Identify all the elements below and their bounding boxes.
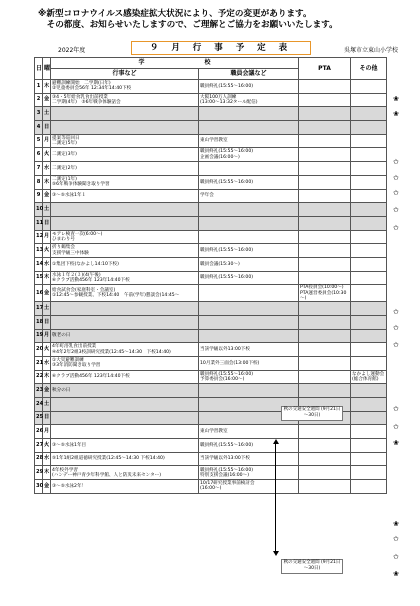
- staff-meeting-cell: 職員終礼(15:55～16:00): [199, 244, 299, 258]
- double-arrow-icon: [275, 441, 276, 554]
- other-cell: [351, 285, 387, 302]
- other-cell: [351, 480, 387, 494]
- notice-text: ※新型コロナウイルス感染症拡大状況により、予定の変更があります。 その都度、お知らせいたしますので、ご理解とご協力をお願いいたします。: [38, 9, 338, 30]
- events-cell: ③～⑤水泳1年目: [51, 439, 199, 453]
- weekday: 金: [43, 93, 51, 107]
- events-cell: 避難訓練開始 二学期(日年) ②児童委員会56年 12:34年14:40下校: [51, 80, 199, 94]
- other-cell: [351, 93, 387, 107]
- pta-cell: [299, 452, 351, 466]
- table-row: [35, 244, 387, 258]
- table-row: [35, 189, 387, 203]
- staff-meeting-cell: 職員終礼(15:55～16:00) 予算委員会(16:00～): [199, 370, 299, 384]
- other-cell: [351, 452, 387, 466]
- day-number: 9: [35, 189, 43, 203]
- other-cell: [351, 257, 387, 271]
- weekday: 月: [43, 329, 51, 343]
- other-cell: [351, 203, 387, 217]
- weekday: 日: [43, 216, 51, 230]
- fiscal-year: 2022年度: [58, 47, 86, 54]
- day-number: 23: [35, 384, 43, 398]
- day-number: 1: [35, 80, 43, 94]
- staff-meeting-cell: [199, 107, 299, 121]
- other-cell: [351, 148, 387, 162]
- table-row: [35, 343, 387, 357]
- events-cell: [51, 315, 199, 329]
- day-number: 10: [35, 203, 43, 217]
- table-row: [35, 384, 387, 398]
- table-row: [35, 216, 387, 230]
- other-cell: [351, 175, 387, 189]
- other-cell: [351, 107, 387, 121]
- star-icon: ✩: [393, 206, 399, 214]
- star-icon: ✩: [393, 158, 399, 166]
- events-cell: ①集団下校(なかよし14:10下校): [51, 257, 199, 271]
- other-cell: [351, 302, 387, 316]
- weekday: 日: [43, 121, 51, 135]
- school-name: 吳塚市立東山小学校: [343, 47, 398, 54]
- schedule-table: [34, 57, 387, 494]
- events-cell: [51, 107, 199, 121]
- day-number: 15: [35, 271, 43, 285]
- pta-cell: [299, 189, 351, 203]
- star-icon: ✩: [393, 324, 399, 332]
- flower-icon: ❀: [393, 520, 399, 528]
- table-row: [35, 230, 387, 244]
- pta-cell: [299, 271, 351, 285]
- weekday: 木: [43, 271, 51, 285]
- pta-cell: [299, 134, 351, 148]
- weekday: 水: [43, 356, 51, 370]
- day-number: 14: [35, 257, 43, 271]
- weekday: 木: [43, 466, 51, 480]
- events-cell: 給食試食会(家庭科室・会議室) ①12:45～参観授業、下校14:40 午前(学年)懇談会(14:45～: [51, 285, 199, 302]
- events-cell: [51, 411, 199, 425]
- events-cell: ①大災避難訓練 ③3年消防聞き取り学習: [51, 356, 199, 370]
- other-cell: [351, 466, 387, 480]
- staff-meeting-cell: 東山学習教室: [199, 134, 299, 148]
- weekday: 日: [43, 411, 51, 425]
- flower-icon: ❀: [393, 95, 399, 103]
- pta-cell: [299, 425, 351, 439]
- pta-cell: [299, 244, 351, 258]
- day-number: 22: [35, 370, 43, 384]
- star-icon: ✩: [393, 308, 399, 316]
- events-cell: 水泳１年２(３)(4(午後) ⑥クラブ活動456年 123年14:40下校: [51, 271, 199, 285]
- other-cell: なかよし運動会 (総合体育館): [351, 370, 387, 384]
- events-cell: 二測定(3年): [51, 148, 199, 162]
- day-number: 11: [35, 216, 43, 230]
- flower-icon: ❀: [393, 110, 399, 118]
- pta-cell: [299, 175, 351, 189]
- pta-cell: [299, 370, 351, 384]
- header-school: 学 校: [51, 58, 299, 69]
- weekday: 金: [43, 189, 51, 203]
- events-cell: ⑤1年1組2組道徳研究授業(12:45～14:30 下校14:40): [51, 452, 199, 466]
- other-cell: [351, 411, 387, 425]
- events-cell: 秋分の日: [51, 384, 199, 398]
- staff-meeting-cell: [199, 285, 299, 302]
- other-cell: [351, 315, 387, 329]
- weekday: 火: [43, 148, 51, 162]
- table-row: [35, 425, 387, 439]
- staff-meeting-cell: [199, 121, 299, 135]
- day-number: 25: [35, 411, 43, 425]
- pta-cell: [299, 148, 351, 162]
- table-row: [35, 80, 387, 94]
- events-cell: [51, 425, 199, 439]
- staff-meeting-cell: [199, 203, 299, 217]
- day-number: 20: [35, 343, 43, 357]
- weekday: 土: [43, 302, 51, 316]
- weekday: 木: [43, 370, 51, 384]
- other-cell: [351, 162, 387, 176]
- table-row: [35, 370, 387, 384]
- table-row: [35, 271, 387, 285]
- day-number: 27: [35, 439, 43, 453]
- events-cell: ③～⑤水泳1年１: [51, 189, 199, 203]
- weekday: 水: [43, 162, 51, 176]
- star-icon: ✩: [393, 189, 399, 197]
- table-row: [35, 107, 387, 121]
- other-cell: [351, 343, 387, 357]
- pta-cell: [299, 315, 351, 329]
- table-row: [35, 175, 387, 189]
- events-cell: 4年町浴乳食出前授業 ④4年2年2組3校訓研究授業(12:45～14:30 下校14:40): [51, 343, 199, 357]
- day-number: 4: [35, 121, 43, 135]
- pta-cell: [299, 162, 351, 176]
- pta-cell: [299, 329, 351, 343]
- table-row: [35, 121, 387, 135]
- weekday: 土: [43, 107, 51, 121]
- events-cell: [51, 203, 199, 217]
- weekday: 火: [43, 244, 51, 258]
- events-cell: ③4・5年給食乳食出前授業 二学期(4年) ⑤6年戦争体験話会: [51, 93, 199, 107]
- autumn-traffic-safety-note: 秋の交通安全週間 (9月21日～30日): [281, 406, 343, 421]
- staff-meeting-cell: 職員終礼(15:55～16:00) 特別支援会議(16:00～): [199, 466, 299, 480]
- day-number: 13: [35, 244, 43, 258]
- staff-meeting-cell: [199, 216, 299, 230]
- table-row: [35, 439, 387, 453]
- staff-meeting-cell: 職員終礼(15:55～16:00): [199, 271, 299, 285]
- day-number: 8: [35, 175, 43, 189]
- table-row: [35, 257, 387, 271]
- pta-cell: [299, 93, 351, 107]
- staff-meeting-cell: [199, 329, 299, 343]
- autumn-traffic-safety-note-2: 秋の交通安全週間 (9月21日～30日): [281, 559, 343, 574]
- pta-cell: [299, 230, 351, 244]
- events-cell: 提案等巡回日 二測定(5年): [51, 134, 199, 148]
- weekday: 月: [43, 425, 51, 439]
- events-cell: モアレ検査一次(6:00～) ひまわり号: [51, 230, 199, 244]
- weekday: 月: [43, 230, 51, 244]
- weekday: 火: [43, 439, 51, 453]
- events-cell: 二測定(1年) ⑤6年戦争体験聞き取り学習: [51, 175, 199, 189]
- other-cell: [351, 439, 387, 453]
- page-title: ９ 月 行 事 予 定 表: [131, 41, 311, 55]
- events-cell: [51, 121, 199, 135]
- pta-cell: [299, 466, 351, 480]
- table-row: [35, 302, 387, 316]
- staff-meeting-cell: [199, 230, 299, 244]
- day-number: 18: [35, 315, 43, 329]
- star-icon: ✩: [393, 405, 399, 413]
- pta-cell: [299, 216, 351, 230]
- staff-meeting-cell: [199, 162, 299, 176]
- table-row: [35, 315, 387, 329]
- pta-cell: [299, 257, 351, 271]
- day-number: 29: [35, 466, 43, 480]
- day-number: 26: [35, 425, 43, 439]
- other-cell: [351, 189, 387, 203]
- events-cell: ③～⑤水泳2年！: [51, 480, 199, 494]
- pta-cell: PTA役員会(10:00～) PTA運営委員会(10:30～): [299, 285, 351, 302]
- header-day: 日: [35, 58, 43, 80]
- header-staff: 職員会議など: [199, 69, 299, 80]
- table-row: [35, 452, 387, 466]
- staff-meeting-cell: 当該学級以外13:00下校: [199, 452, 299, 466]
- events-cell: 4年校外学習 (ハンデー神戸青少年科学館、人と防災未来センター): [51, 466, 199, 480]
- staff-meeting-cell: [199, 315, 299, 329]
- staff-meeting-cell: 職員終礼(15:55～16:00): [199, 175, 299, 189]
- staff-meeting-cell: 当該学級以外13:00下校: [199, 343, 299, 357]
- day-number: 19: [35, 329, 43, 343]
- table-row: [35, 134, 387, 148]
- events-cell: [51, 398, 199, 412]
- day-number: 28: [35, 452, 43, 466]
- pta-cell: [299, 343, 351, 357]
- other-cell: [351, 329, 387, 343]
- pta-cell: [299, 107, 351, 121]
- pta-cell: [299, 384, 351, 398]
- table-row: [35, 148, 387, 162]
- weekday: 月: [43, 134, 51, 148]
- weekday: 土: [43, 203, 51, 217]
- day-number: 6: [35, 148, 43, 162]
- pta-cell: [299, 203, 351, 217]
- weekday: 土: [43, 398, 51, 412]
- day-number: 3: [35, 107, 43, 121]
- table-row: [35, 480, 387, 494]
- table-row: [35, 93, 387, 107]
- events-cell: [51, 216, 199, 230]
- events-cell: ⑥クラブ活動456年 123年14:40下校: [51, 370, 199, 384]
- pta-cell: [299, 80, 351, 94]
- weekday: 金: [43, 480, 51, 494]
- star-icon: ✩: [393, 423, 399, 431]
- other-cell: [351, 230, 387, 244]
- staff-meeting-cell: 10/17研究授業事前検討会 (16:00～): [199, 480, 299, 494]
- star-icon: ✩: [393, 174, 399, 182]
- staff-meeting-cell: [199, 384, 299, 398]
- table-row: [35, 162, 387, 176]
- other-cell: [351, 271, 387, 285]
- flower-icon: ❀: [393, 570, 399, 578]
- day-number: 21: [35, 356, 43, 370]
- other-cell: [351, 216, 387, 230]
- pta-cell: [299, 302, 351, 316]
- pta-cell: [299, 121, 351, 135]
- day-number: 24: [35, 398, 43, 412]
- other-cell: [351, 121, 387, 135]
- staff-meeting-cell: [199, 302, 299, 316]
- pta-cell: [299, 439, 351, 453]
- other-cell: [351, 244, 387, 258]
- star-icon: ✩: [393, 535, 399, 543]
- staff-meeting-cell: 大阪100万人訓練 (13:00～13:32タール配信): [199, 93, 299, 107]
- staff-meeting-cell: 職員会議(15:30～): [199, 257, 299, 271]
- star-icon: ✩: [393, 553, 399, 561]
- weekday: 水: [43, 452, 51, 466]
- staff-meeting-cell: 学年会: [199, 189, 299, 203]
- header-weekday: 曜: [43, 58, 51, 80]
- star-icon: ✩: [393, 224, 399, 232]
- day-number: 2: [35, 93, 43, 107]
- day-number: 30: [35, 480, 43, 494]
- staff-meeting-cell: 職員終礼(15:55～16:00): [199, 439, 299, 453]
- staff-meeting-cell: 東山学習教室: [199, 425, 299, 439]
- table-row: [35, 203, 387, 217]
- day-number: 12: [35, 230, 43, 244]
- other-cell: [351, 384, 387, 398]
- pta-cell: [299, 480, 351, 494]
- pta-cell: [299, 356, 351, 370]
- header-other: その他: [351, 58, 387, 80]
- weekday: 木: [43, 80, 51, 94]
- flower-icon: ❀: [393, 439, 399, 447]
- header-pta: PTA: [299, 58, 351, 80]
- staff-meeting-cell: 職員終礼(15:55～16:00): [199, 80, 299, 94]
- table-row: [35, 466, 387, 480]
- header-events: 行事など: [51, 69, 199, 80]
- weekday: 水: [43, 257, 51, 271]
- day-number: 16: [35, 285, 43, 302]
- day-number: 5: [35, 134, 43, 148]
- weekday: 火: [43, 343, 51, 357]
- other-cell: [351, 356, 387, 370]
- day-number: 17: [35, 302, 43, 316]
- weekday: 金: [43, 384, 51, 398]
- other-cell: [351, 425, 387, 439]
- events-cell: 二測定(2年): [51, 162, 199, 176]
- weekday: 日: [43, 315, 51, 329]
- other-cell: [351, 80, 387, 94]
- staff-meeting-cell: 職員終礼(15:55～16:00) 企画会議(16:00～): [199, 148, 299, 162]
- other-cell: [351, 398, 387, 412]
- staff-meeting-cell: 10月業外三面会(13:00下校): [199, 356, 299, 370]
- day-number: 7: [35, 162, 43, 176]
- other-cell: [351, 134, 387, 148]
- events-cell: [51, 302, 199, 316]
- table-row: [35, 356, 387, 370]
- weekday: 金: [43, 285, 51, 302]
- events-cell: 敬老の日: [51, 329, 199, 343]
- events-cell: 折り鶴集会 支援学級三中体験: [51, 244, 199, 258]
- weekday: 木: [43, 175, 51, 189]
- table-row: [35, 329, 387, 343]
- title-row: [22, 41, 400, 55]
- table-row: [35, 285, 387, 302]
- star-icon: ✩: [393, 341, 399, 349]
